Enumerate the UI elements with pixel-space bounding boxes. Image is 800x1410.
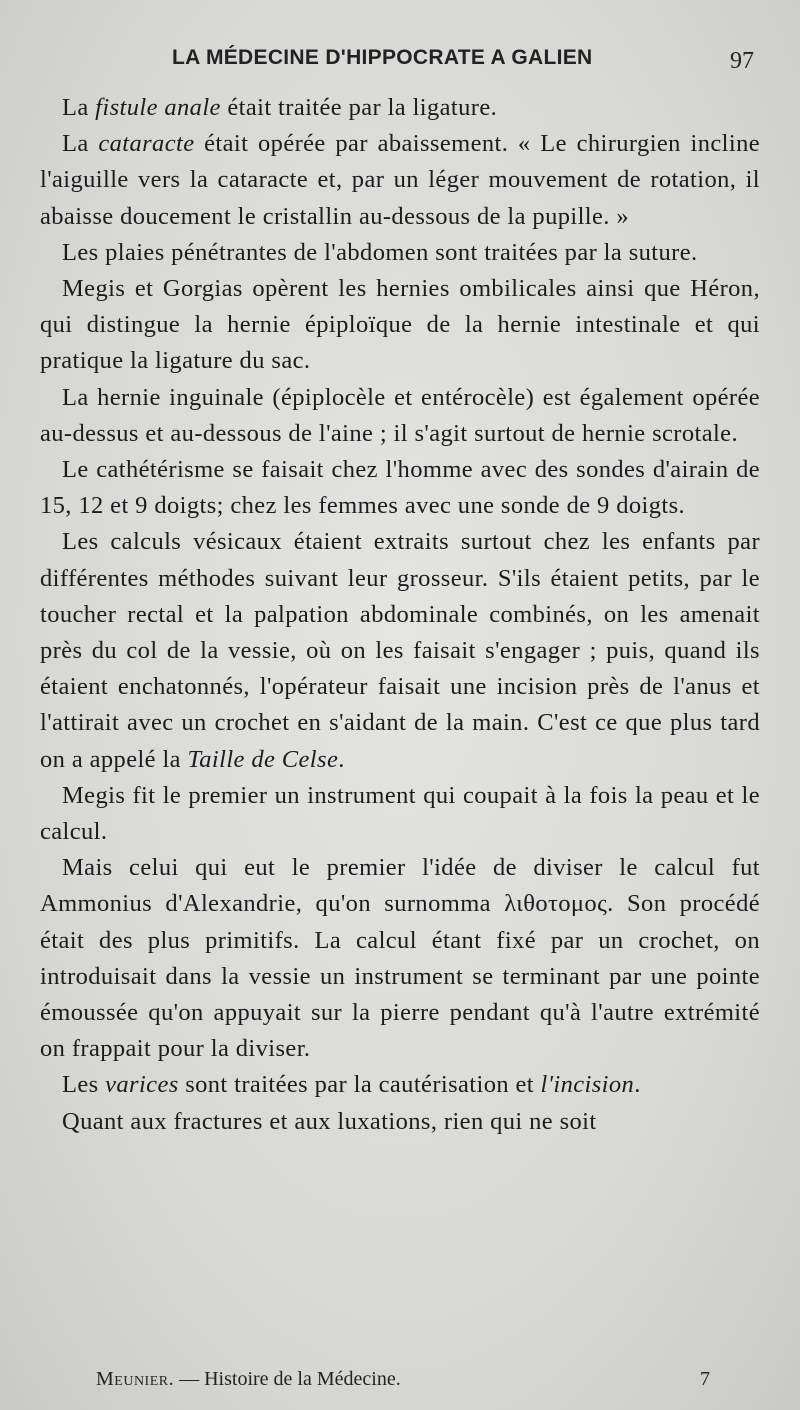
text-run: Les plaies pénétrantes de l'abdomen sont traitées par la suture. xyxy=(62,238,698,266)
text-run: Le cathétérisme se faisait chez l'homme avec des sondes d'airain de 15, 12 et 9 doigts; chez les femmes avec une sonde de 9 doigts. xyxy=(40,456,760,520)
page-number: 97 xyxy=(730,48,754,74)
italic-text: l'incision xyxy=(540,1071,635,1099)
text-run: Les xyxy=(62,1071,106,1099)
footer-book-title: — Histoire de la Médecine. xyxy=(179,1368,401,1390)
paragraph xyxy=(40,850,760,1067)
italic-text: fistule anale xyxy=(95,94,221,121)
italic-text: Taille de Celse xyxy=(187,745,339,773)
text-run: Megis fit le premier un instrument qui coupait à la fois la peau et le calcul. xyxy=(40,781,760,846)
page-header xyxy=(0,44,800,78)
footer-citation xyxy=(96,1368,401,1391)
footer-author: Meunier. xyxy=(96,1368,175,1390)
signature-mark: 7 xyxy=(700,1368,710,1390)
paragraph xyxy=(40,778,760,850)
text-run: Megis et Gorgias opèrent les hernies ombilicales ainsi que Héron, qui distingue la hernie épiploïque de la hernie intestinale et qui pratique la ligature du sac. xyxy=(40,275,760,375)
text-run: Les calculs vésicaux étaient extraits surtout chez les enfants par différentes méthodes suivant leur grosseur. S'ils étaient petits, par le toucher rectal et la palpation abdominale combinés, on les amenait près du col de la vessie, où on les faisait s'engager ; puis, quand ils étaient enchatonnés, l'opérateur faisait une incision près de l'anus et l'attirait avec un crochet en s'aidant de la main. C'est ce que plus tard on a appelé la xyxy=(40,528,760,773)
paragraph xyxy=(40,271,760,380)
text-run: La hernie inguinale (épiplocèle et entérocèle) est également opérée au-dessus et au-dessous de l'aine ; il s'agit surtout de hernie scrotale. xyxy=(40,383,760,447)
text-run: Mais celui qui eut le premier l'idée de diviser le calcul fut Ammonius d'Alexandrie, qu'on surnomma λιθοτομος. Son procédé était des plus primitifs. La calcul étant fixé par un crochet, on introduisait dans la vessie un instrument se terminant par une pointe émoussée qu'on appuyait sur la pierre pendant qu'à l'autre extrémité on frappait pour la diviser. xyxy=(40,854,760,1063)
paragraph xyxy=(40,1104,760,1140)
paragraph xyxy=(40,126,760,235)
text-run: était opérée par abaissement. « Le chirurgien incline l'aiguille vers la cataracte et, par un léger mouvement de rotation, il abaisse doucement le cristallin au-dessous de la pupille. » xyxy=(40,130,760,230)
text-run: Quant aux fractures et aux luxations, rien qui ne soit xyxy=(62,1107,597,1135)
page-footer xyxy=(0,1368,800,1398)
paragraph xyxy=(40,380,760,452)
text-run: La xyxy=(62,130,99,158)
paragraph xyxy=(40,1067,760,1103)
text-run: était traitée par la ligature. xyxy=(220,94,498,121)
text-run: sont traitées par la cautérisation et xyxy=(178,1071,541,1099)
paragraph xyxy=(40,235,760,271)
text-run: La xyxy=(62,94,96,121)
body-text xyxy=(40,90,760,1140)
paragraph xyxy=(40,524,760,777)
paragraph xyxy=(40,90,760,126)
text-run: . xyxy=(634,1071,641,1099)
italic-text: cataracte xyxy=(98,130,195,158)
italic-text: varices xyxy=(105,1071,179,1099)
paragraph xyxy=(40,452,760,524)
running-title: LA MÉDECINE D'HIPPOCRATE A GALIEN xyxy=(172,46,593,69)
text-run: . xyxy=(338,745,345,773)
